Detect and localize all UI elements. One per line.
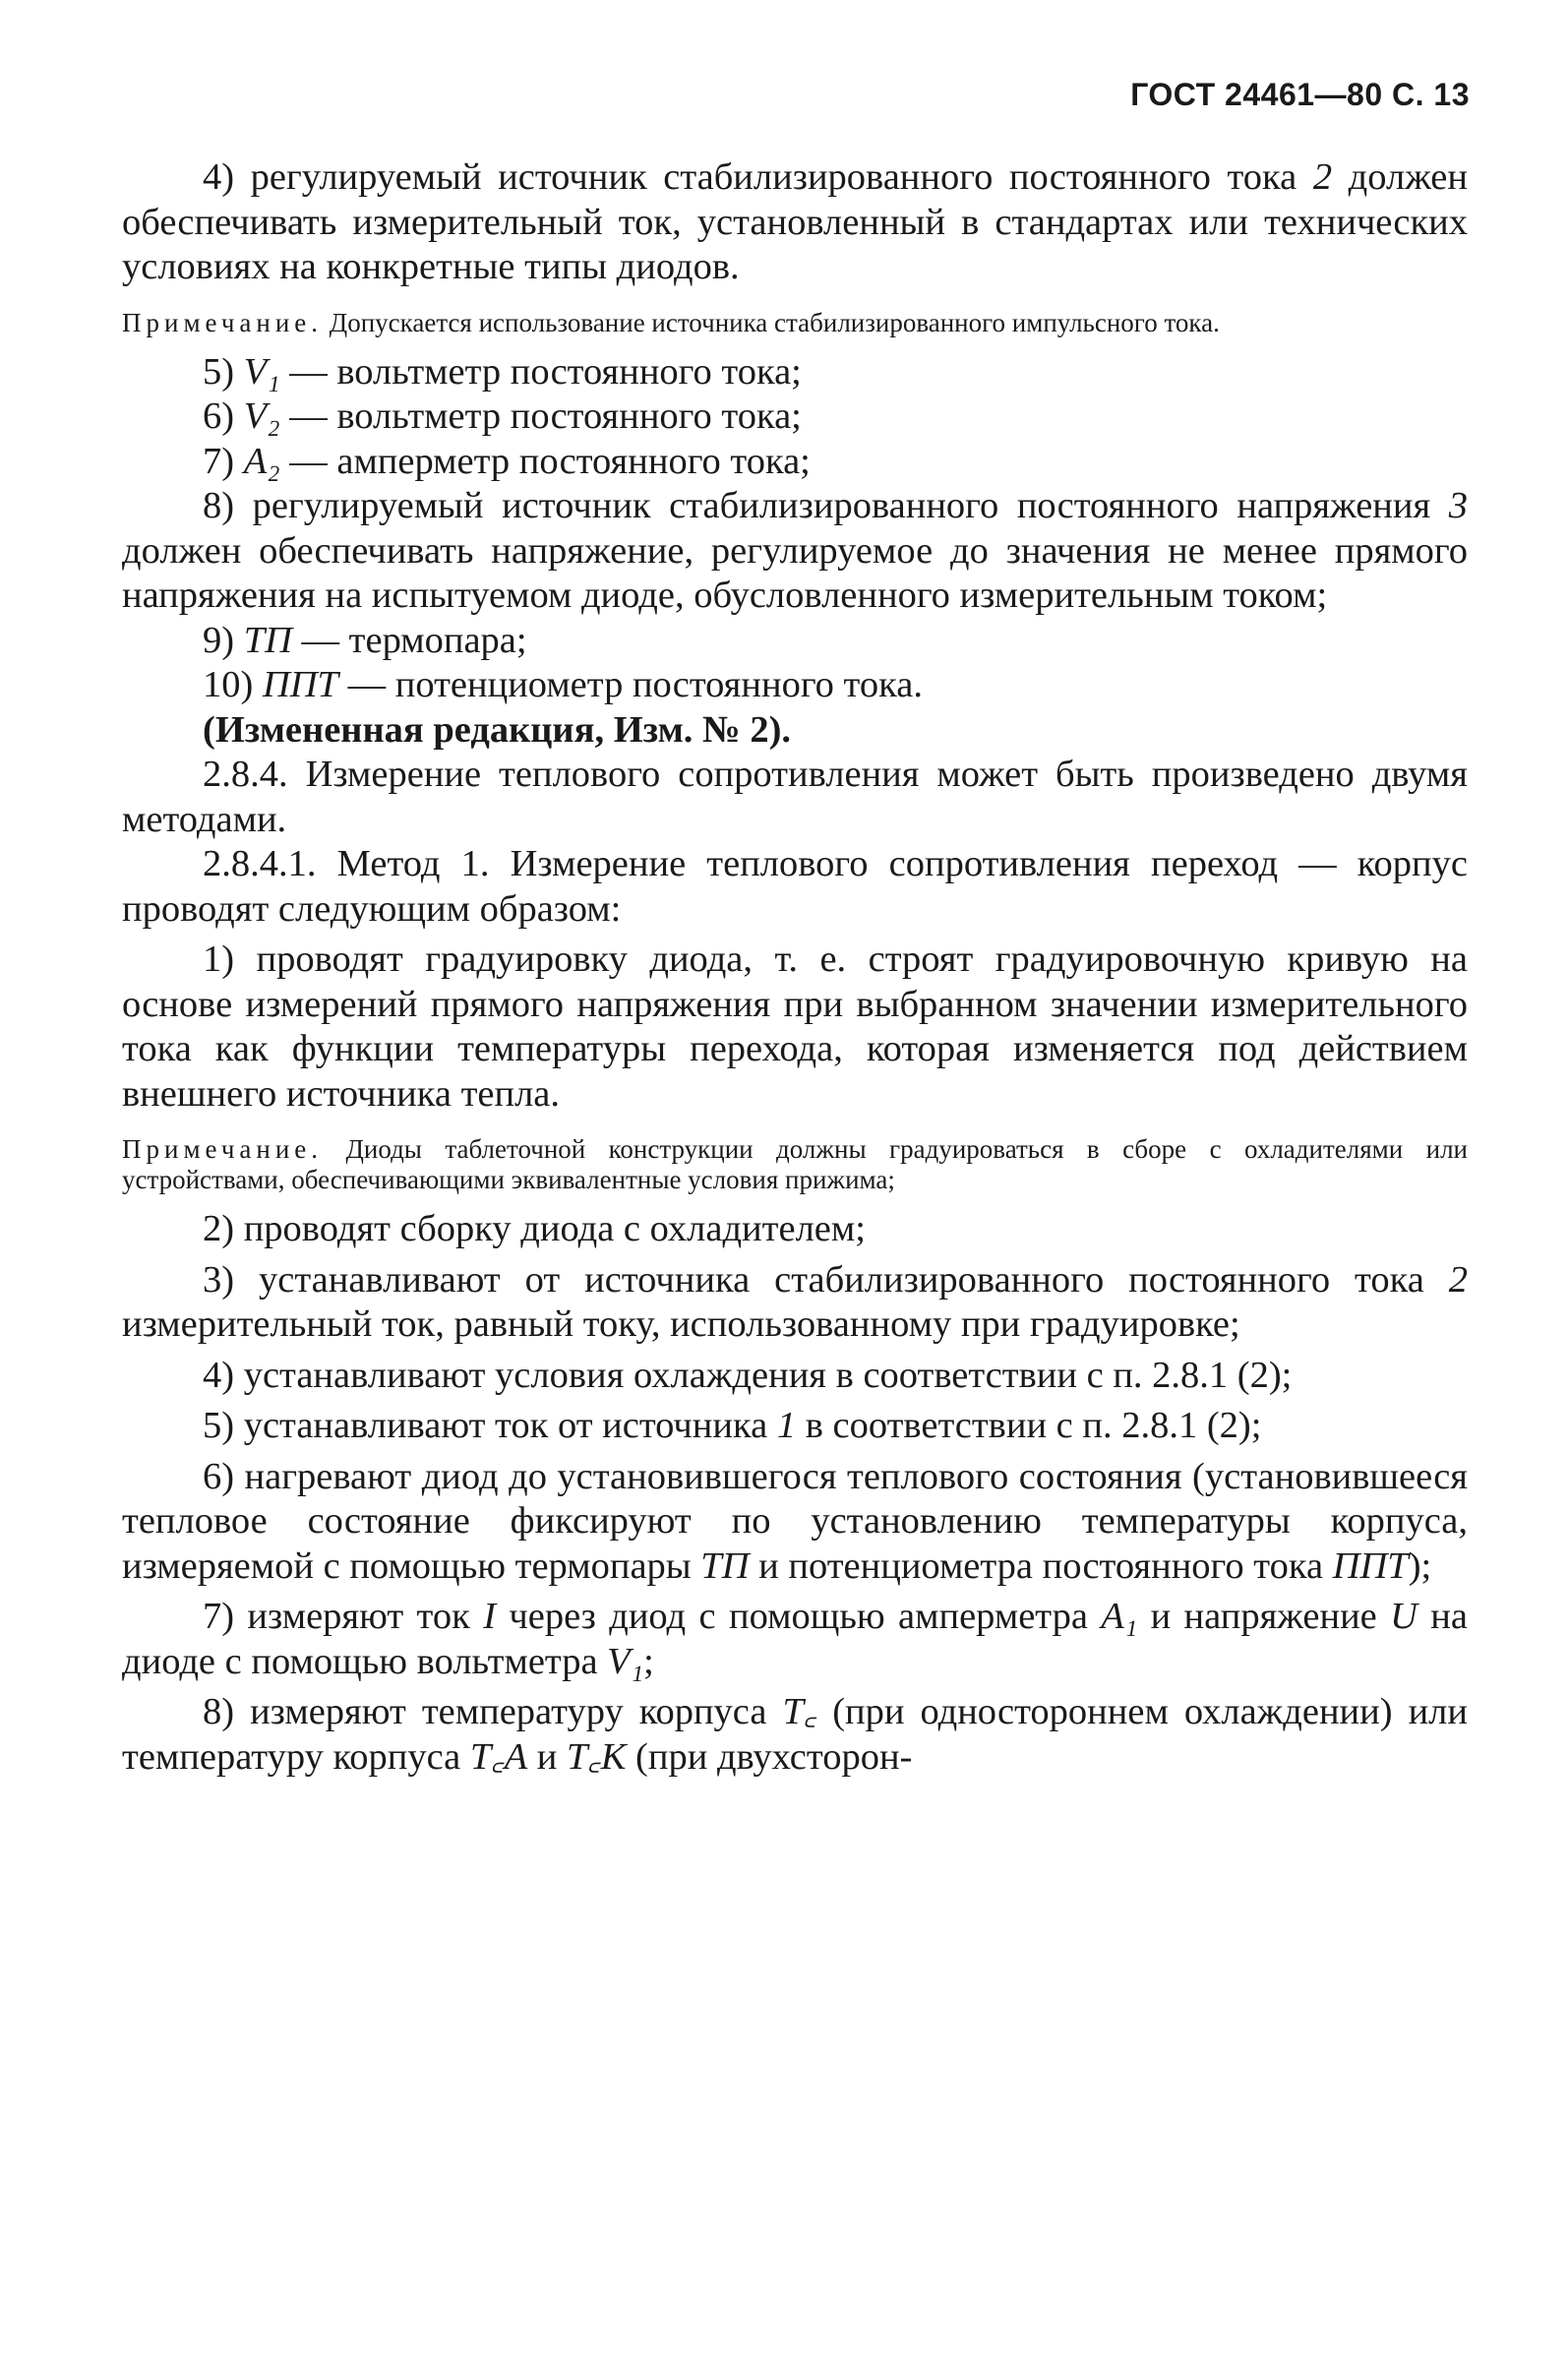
method-step-5: 5) устанавливают ток от источника 1 в соответствии с п. 2.8.1 (2);: [203, 1405, 1262, 1446]
note-2: Примечание. Диоды таблеточной конструкции должны градуироваться в сборе с охладителями или устройствами, обеспечивающими эквивалентные условия прижима;: [122, 1134, 1468, 1194]
section-2-8-4: 2.8.4. Измерение теплового сопротивления может быть произведено двумя методами.: [122, 754, 1468, 840]
document-body: [122, 155, 1468, 1780]
method-step-7: 7) измеряют ток I через диод с помощью амперметра A₁ и напряжение U на диоде с помощью вольтметра V₁;: [122, 1596, 1468, 1682]
method-step-8: 8) измеряют температуру корпуса T꜀ (при одностороннем охлаждении) или температуру корпуса T꜀A и T꜀K (при двухсторон-: [122, 1691, 1468, 1778]
paragraph-item-10: 10) ППТ — потенциометр постоянного тока.: [203, 664, 923, 705]
method-step-1: 1) проводят градуировку диода, т. е. строят градуировочную кривую на основе измерений прямого напряжения при выбранном значении измерительного тока как функции температуры перехода, которая изменяется под действием внешнего источника тепла.: [122, 938, 1468, 1115]
amendment-note: (Измененная редакция, Изм. № 2).: [203, 708, 792, 751]
paragraph-item-4: 4) регулируемый источник стабилизированного постоянного тока 2 должен обеспечивать измерительный ток, установленный в стандартах или технических условиях на конкретные типы диодов.: [122, 156, 1468, 287]
page-header: ГОСТ 24461—80 С. 13: [1130, 77, 1470, 112]
paragraph-item-8: 8) регулируемый источник стабилизированного постоянного напряжения 3 должен обеспечивать напряжение, регулируемое до значения не менее прямого напряжения на испытуемом диоде, обусловленного измерительным током;: [122, 485, 1468, 616]
section-2-8-4-1: 2.8.4.1. Метод 1. Измерение теплового сопротивления переход — корпус проводят следующим образом:: [122, 843, 1468, 930]
method-step-3: 3) устанавливают от источника стабилизированного постоянного тока 2 измерительный ток, равный току, использованному при градуировке;: [122, 1258, 1468, 1345]
paragraph-item-9: 9) ТП — термопара;: [203, 619, 527, 661]
method-step-2: 2) проводят сборку диода с охладителем;: [203, 1208, 866, 1249]
method-step-4: 4) устанавливают условия охлаждения в соответствии с п. 2.8.1 (2);: [203, 1354, 1293, 1396]
paragraph-item-5: 5) V₁ — вольтметр постоянного тока;: [203, 350, 802, 393]
paragraph-item-7: 7) A₂ — амперметр постоянного тока;: [203, 440, 811, 482]
method-step-6: 6) нагревают диод до установившегося теплового состояния (установившееся тепловое состояние фиксируют по установлению температуры корпуса, измеряемой с помощью термопары ТП и потенциометра постоянного тока ППТ);: [122, 1455, 1468, 1587]
paragraph-item-6: 6) V₂ — вольтметр постоянного тока;: [203, 395, 802, 437]
note-1: Примечание. Допускается использование источника стабилизированного импульсного тока.: [122, 307, 1220, 337]
